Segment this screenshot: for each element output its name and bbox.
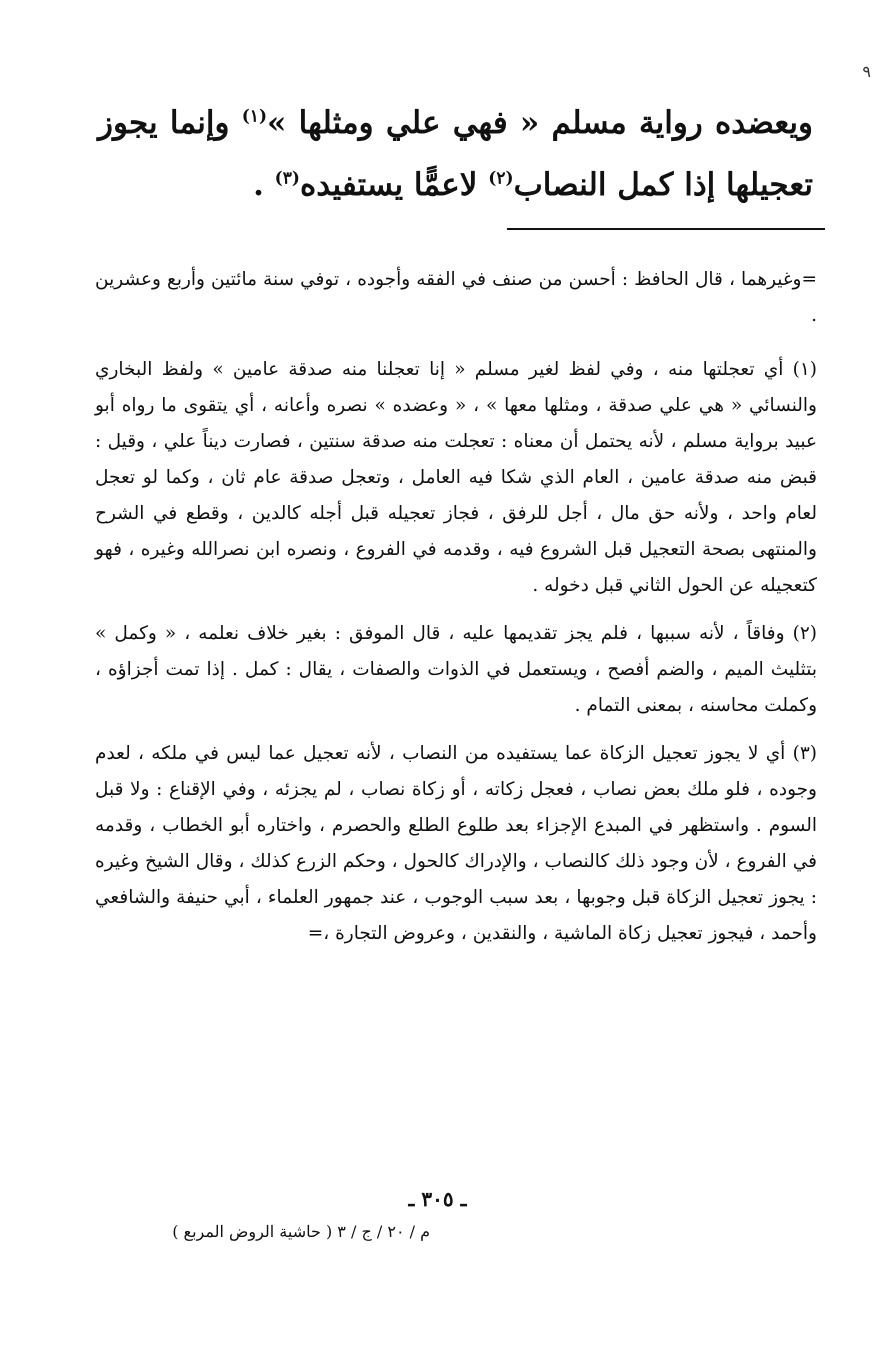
- main-text: [98, 92, 813, 216]
- main-text-part1: ويعضده رواية مسلم « فهي علي ومثلها »: [267, 105, 813, 141]
- footnote-ref-1: (١): [241, 106, 268, 127]
- footnote-1: [95, 352, 817, 604]
- footnote-continuation: [95, 262, 817, 334]
- footnotes-section: [95, 262, 817, 964]
- footnote-2: [95, 616, 817, 724]
- edge-mark: ٩: [862, 62, 871, 81]
- footnote-2-text: وفاقاً ، لأنه سببها ، فلم يجز تقديمها عليه ، قال الموفق : بغير خلاف نعلمه ، « وكمل » بتثليث الميم ، والضم أفصح ، ويستعمل في الذوات والصفات ، يقال : كمل . إذا تمت أجزاؤه ، وكملت محاسنه ، بمعنى التمام .: [95, 623, 817, 716]
- footnote-continuation-text: =وغيرهما ، قال الحافظ : أحسن من صنف في الفقه وأجوده ، توفي سنة مائتين وأربع وعشرين .: [95, 269, 817, 326]
- footnote-ref-3: (٣): [274, 168, 300, 189]
- footnote-separator: [507, 228, 825, 230]
- main-text-part2: وإنما يجوز تعجيلها إذا كمل النصاب: [98, 105, 813, 203]
- footnote-ref-2: (٢): [488, 168, 514, 189]
- print-signature: م / ٢٠ / ج / ٣ ( حاشية الروض المربع ): [172, 1222, 430, 1241]
- footnote-1-text: أي تعجلتها منه ، وفي لفظ لغير مسلم « إنا تعجلنا منه صدقة عامين » ولفظ البخاري والنسائي « هي علي صدقة ، ومثلها معها » ، « وعضده » نصره وأعانه ، أي يتقوى ما رواه أبو عبيد برواية مسلم ، لأنه يحتمل أن معناه : تعجلت منه صدقة سنتين ، فصارت ديناً علي ، وقيل : قبض منه صدقة عامين ، العام الذي شكا فيه العامل ، وتعجل صدقة عام ثان ، وكما لو تعجل لعام واحد ، ولأنه حق مال ، أجل للرفق ، فجاز تعجيله قبل أجله كالدين ، وقطع في الشرح والمنتهى بصحة التعجيل قبل الشروع فيه ، وقدمه في الفروع ، ونصره ابن نصرالله وغيره ، فهو كتعجيله عن الحول الثاني قبل دخوله .: [95, 359, 817, 596]
- main-text-part3: لاعمًّا يستفيده: [299, 167, 489, 203]
- main-text-part4: .: [253, 167, 275, 203]
- footnote-3-marker: (٣): [792, 743, 817, 764]
- footnote-3-text: أي لا يجوز تعجيل الزكاة عما يستفيده من النصاب ، لأنه تعجيل عما ليس في ملكه ، لعدم وجوده ، فلو ملك بعض نصاب ، فعجل زكاته ، أو زكاة نصاب ، لم يجزئه ، وفي الإقناع : ولا قبل السوم . واستظهر في المبدع الإجزاء بعد طلوع الطلع والحصرم ، واختاره أبو الخطاب ، وقدمه في الفروع ، لأن وجود ذلك كالنصاب ، والإدراك كالحول ، وحكم الزرع كذلك ، وقال الشيخ وغيره : يجوز تعجيل الزكاة قبل وجوبها ، بعد سبب الوجوب ، عند جمهور العلماء ، أبي حنيفة والشافعي وأحمد ، فيجوز تعجيل زكاة الماشية ، والنقدين ، وعروض التجارة ،=: [95, 743, 817, 944]
- footnote-1-marker: (١): [792, 359, 817, 380]
- page-number: ـ ٣٠٥ ـ: [408, 1187, 467, 1211]
- footnote-3: [95, 736, 817, 952]
- footnote-2-marker: (٢): [792, 623, 817, 644]
